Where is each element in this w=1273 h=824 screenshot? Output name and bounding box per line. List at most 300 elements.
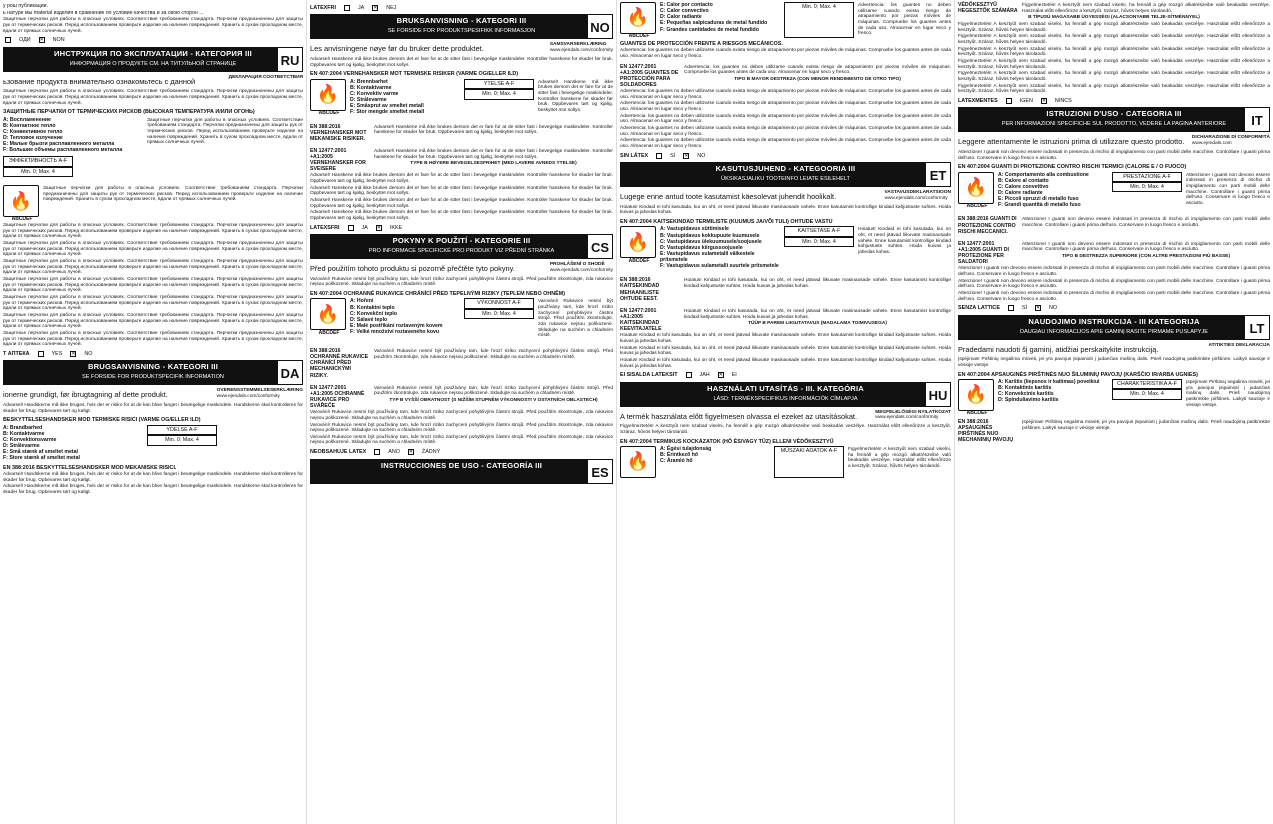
performance-block — [3, 425, 303, 462]
banner-title: HASZNÁLATI UTASÍTÁS - III. KATEGÓRIA — [707, 383, 864, 393]
banner-title: ISTRUZIONI D'USO - CATEGORIA III — [1046, 109, 1182, 119]
language-code: NO — [587, 14, 613, 39]
body-text: Figyelmeztetés! A kesztyűt nem szabad viselni, ha fennáll a gép mozgó alkatrészeibe való beakadás veszélye. Használat előtt ellenőrizze a kesztyűt. Száraz, hűvös helyen tárolandó. — [958, 21, 1270, 33]
letter-item: A: Karštis (liepsnos ir kaitimas) poveikiui — [998, 379, 1100, 385]
yes-label: ANO — [388, 449, 400, 456]
performance-boxes — [464, 298, 534, 340]
conformity-url[interactable]: www.ejendals.com/conformity — [216, 393, 280, 399]
body-text: Figyelmeztetés! A kesztyűt nem szabad viselni, ha fennáll a gép mozgó alkatrészeibe való beakadás veszélye. Használat előtt ellenőrizze a kesztyűt. Száraz, hűvös helyen tárolandó. — [1022, 3, 1270, 14]
declaration-label: DICHIARAZIONE DI CONFORMITÀ — [1191, 135, 1270, 141]
letter-item: C: Konvekční teplo — [350, 310, 397, 317]
performance-boxes — [784, 226, 854, 269]
latex-label: SENZA LATTICE — [958, 305, 1000, 312]
section-banner-cs — [310, 234, 613, 259]
checkbox-icon — [38, 351, 44, 357]
banner-subtitle: LÁSD: TERMÉKSPECIFIKUS INFORMÁCIÓK CÍMLAPJA — [713, 395, 858, 402]
performance-block — [620, 2, 951, 38]
standard-label: EN 388:2016 KAITSEKINDAD MEHAANILISTE OHTUDE EEST. — [620, 277, 660, 302]
section-heading: EN 407:2004 APSAUGINĖS PIRŠTINĖS NUO ŠILUMINIŲ PAVOJŲ (KARŠČIO IR/ARBA UGNIES) — [958, 371, 1198, 378]
flame-icon: 🔥 ABCDEF — [958, 172, 994, 204]
letter-item: D: Spinduliavimo karštis — [998, 397, 1059, 404]
performance-boxes — [464, 79, 534, 116]
en388-row — [620, 277, 951, 302]
letter-item: E: Calor por contacto — [660, 2, 713, 8]
performance-block — [310, 79, 613, 116]
letter-item: B: Контактное тепло — [3, 122, 56, 129]
section-banner-da — [3, 360, 303, 385]
section-banner-ru — [3, 47, 303, 72]
body-text: Attenzione! I guanti non devono essere indossati in presenza di rischio di impigliamento con parti mobili delle macchine. Controllare i guanti prima dell'uso. Conservare in luogo fresco e asciutto. — [958, 266, 1270, 277]
letter-item: A: Воспламенение — [3, 116, 51, 123]
body-text: Įspėjimas! Pirštinių negalima mūvėti, jei yra pavojus įsipainioti į judančias mašinų dalis. Prieš naudojimą patikrinkite pirštines. Laikyti sausoje ir vėsioje vietoje. — [1022, 420, 1270, 431]
type-b-label: TYPE B HØYERE BEVEGELSESFRIHET (MED LAVERE AVNEDS YTELSE) — [410, 161, 577, 167]
body-text: Varování! Rukavice nesmí být používány tam, kde hrozí riziko zachycení pohyblivými částmi strojů. Před použitím zkontrolujte, zda rukavice nejsou poškozené. Skladujte na suchém a chladném místě. — [310, 422, 613, 434]
standard-label: EN 12477:2001 +A1:2005 OCHRANNÉ RUKAVICE PRO SVÁŘEČE — [310, 384, 365, 410]
standard-label: VÉDŐKESZTYŰ HEGESZTŐK SZÁMÁRA — [958, 2, 1018, 15]
type-b-label: TIPO B MAYOR DESTREZA (CON MENOR RENDIMIENTO DE OTRO TIPO) — [734, 76, 901, 82]
no-label: EI — [731, 372, 737, 379]
yes-no-row — [958, 98, 1270, 104]
no-label: NO — [697, 152, 706, 159]
lead-row — [310, 262, 613, 276]
body-text: Hoiatus! Kindaid ei tohi kasutada, kui on oht, et need jäävad liikuvate masinaosade vahele. Enne kasutamist kontrollige kindaid kahjustuste suhtes. Hoida kuivas ja jahedas kohas. — [684, 278, 951, 290]
body-text: Защитные перчатки для работы в опасных условиях. Соответствие требованиям стандарта. Перчатки предназначены для защиты рук от термических рисков. Перед использованием проверьте изделие на наличие повреждений. Хранить в сухом прохладном месте, вдали от прямых солнечных лучей. — [3, 89, 303, 106]
performance-box: PRESTAZIONE A-F — [1112, 172, 1182, 182]
en12477-block — [684, 308, 951, 333]
en12477-row — [620, 308, 951, 333]
letter-list — [350, 298, 460, 340]
pictogram-label: ABCDEF — [11, 216, 33, 223]
body-text: Advertencia: los guantes no deben utilizarse cuando exista riesgo de atrapamiento por piezas móviles de máquinas. Compruebe los guantes antes de cada uso. Almacenar en lugar seco y fresco. — [620, 101, 951, 113]
performance-value: Min. 0; Max. 4 — [1112, 182, 1182, 192]
latex-label: LATEXFRI — [310, 5, 336, 11]
letter-item: F: Stor mengde smeltet metall — [350, 109, 425, 116]
body-text: Защитные перчатки для работы в опасных условиях. Соответствие требованиям стандарта. Перчатки предназначены для защиты рук от термических рисков. Перед использованием проверьте изделие на наличие повреждений. Хранить в сухом прохладном месте, вдали от прямых солнечных лучей. — [3, 277, 303, 294]
banner-title: NAUDOJIMO INSTRUKCIJA - III KATEGORIJA — [1028, 316, 1200, 326]
yes-label: ОДИ — [19, 37, 31, 44]
lead-text: Les anvisningene nøye før du bruker dette produktet. — [310, 44, 484, 54]
body-text: Advarsel! Hanskene må ikke brukes dersom det er fare for at de sitter fast i bevegelige maskindeler. Kontroller hanskene for skader før bruk. Oppbevares tørt og kjølig, beskyttet mot sollys. — [374, 148, 613, 160]
performance-block — [620, 446, 951, 478]
declaration-block — [550, 42, 613, 56]
yes-no-row — [310, 5, 613, 11]
body-text: Advarsel! Hanskene må ikke brukes dersom det er fare for at de sitter fast i bevegelige maskindeler. Kontroller hanskene for skader før bruk. Oppbevares tørt og kjølig, beskyttet mot sollys. — [310, 57, 613, 68]
section-banner-lt — [958, 315, 1270, 340]
pictogram-label: ABCDEF — [318, 109, 340, 116]
letter-item: B: Kontaktinis karštis — [998, 385, 1052, 392]
en12477-block — [374, 385, 613, 410]
type-b-label: TÜÜP B PAREM LIIGUTATAVUS (MADALAMA TOIMIVUSEGA) — [748, 321, 887, 327]
type-b-label: TIPO B DESTREZZA SUPERIORE (CON ALTRE PRESTAZIONI PIÙ BASSE) — [1062, 254, 1230, 260]
yes-label: JA — [361, 224, 368, 231]
latex-label: SIN LÁTEX — [620, 152, 649, 159]
section-heading: EN 407:2004 TERMIKUS KOCKÁZATOK (HŐ ÉS/VAGY TŰZ) ELLENI VÉDŐKESZTYŰ — [620, 438, 834, 445]
banner-subtitle: DAUGIAU INFORMACIJOS APIE GAMINĮ RASITE PIRMAME PUSLAPYJE — [1019, 328, 1209, 335]
letter-item: F: Velké množství roztaveného kovu — [350, 329, 440, 336]
declaration-block — [1192, 135, 1270, 149]
en388-row — [958, 419, 1270, 444]
flame-icon: 🔥 ABCDEF — [620, 2, 656, 34]
performance-block — [3, 117, 303, 178]
body-text: Advertencia: los guantes no deben utilizarse cuando exista riesgo de atrapamiento por piezas móviles de máquinas. Compruebe los guantes antes de cada uso. Almacenar en lugar seco y fresco. — [620, 126, 951, 137]
performance-block — [958, 172, 1270, 209]
no-label: NEJ — [386, 5, 397, 11]
yes-label: JAH — [699, 372, 710, 379]
performance-boxes — [147, 425, 217, 462]
no-label: NON — [52, 37, 65, 44]
performance-value: Min. 0; Max. 4 — [784, 2, 854, 38]
letter-item: D: Тепловое излучение — [3, 135, 63, 142]
checkbox-icon — [5, 37, 11, 43]
declaration-block — [550, 262, 613, 276]
declaration-block — [217, 388, 303, 402]
yes-no-row — [620, 153, 951, 159]
checkbox-checked-icon: ✕ — [376, 224, 382, 231]
standard-label: EN 388:2016 APSAUGINĖS PIRŠTINĖS NUO MECHANINIŲ PAVOJŲ — [958, 419, 1014, 444]
checkbox-checked-icon: ✕ — [408, 449, 414, 456]
conformity-url[interactable]: www.ejendals.com/conformity — [549, 267, 613, 273]
flame-icon: 🔥 ABCDEF — [958, 379, 994, 411]
latex-label: NEOBSAHUJE LATEX — [310, 449, 367, 456]
body-text: Advarsel! Handskerne må ikke bruges, hvis der er risiko for at de kan blive fanget i bevægelige maskindele. Handskerne skal kontrolleres for skader før brug. Opbevares tørt og køligt. — [3, 403, 303, 414]
banner-subtitle: PRO INFORMACE SPECIFICKÉ PRO PRODUKT VIZ PŘEDNÍ STRÁNKA — [368, 248, 555, 254]
performance-value: Min. 0; Max. 4 — [147, 435, 217, 445]
declaration-block — [875, 410, 951, 424]
banner-subtitle: SE FORSIDE FOR PRODUKTSPECIFIK INFORMATION — [82, 374, 224, 381]
body-text: Hoiatus! Kindaid ei tohi kasutada, kui on oht, et need jäävad liikuvate masinaosade vahele. Enne kasutamist kontrollige kindaid kahjustuste suhtes. Hoida kuivas ja jahedas kohas. — [620, 333, 951, 345]
body-text: Advarsel! Handskerne må ikke bruges, hvis der er risiko for at de kan blive fanget i bevægelige maskindele. Handskerne skal kontrolleres for skader før brug. Opbevares tørt og køligt. — [3, 471, 303, 483]
letter-item: C: Konvektiv varme — [350, 91, 399, 98]
letter-list — [350, 79, 460, 116]
body-text: Figyelmeztetés! A kesztyűt nem szabad viselni, ha fennáll a gép mozgó alkatrészeibe való beakadás veszélye. Használat előtt ellenőrizze a kesztyűt. Száraz, hűvös helyen tárolandó. — [958, 58, 1270, 70]
no-label: ŽÁDNÝ — [421, 449, 441, 456]
letter-item: C: Calor convectivo — [660, 8, 709, 15]
no-label: NINCS — [1054, 97, 1072, 104]
standard-label: EN 388:2016 GUANTI DI PROTEZIONE CONTRO RISCHI MECCANICI. — [958, 216, 1017, 235]
standard-label: EN 12477:2001 +A1:2005 VERNEHANSKER FOR SVEISERE — [310, 147, 366, 173]
body-text: Varování! Rukavice nesmí být používány tam, kde hrozí riziko zachycení pohyblivými částmi strojů. Před použitím zkontrolujte, zda rukavice nejsou poškozené. Skladujte na suchém a chladném místě. — [310, 276, 613, 288]
banner-title: INSTRUCCIONES DE USO - CATEGORÍA III — [380, 460, 543, 470]
letter-item: E: Pequeñas salpicaduras de metal fundido — [660, 20, 768, 27]
lead-row — [958, 135, 1270, 149]
section-heading: GUANTES DE PROTECCIÓN FRENTE A RIESGOS MECÁNICOS. — [620, 40, 783, 47]
body-text: Advertencia: los guantes no deben utilizarse cuando exista riesgo de atrapamiento por piezas móviles de máquinas. Compruebe los guantes antes de cada uso. Almacenar en lugar seco y fresco. — [858, 3, 951, 37]
performance-box: KAITSETASE A-F — [784, 226, 854, 236]
pictogram-label: ABCDEF — [628, 257, 650, 264]
yes-label: SÍ — [670, 152, 676, 159]
performance-box: CHARAKTERISTIKA A-F — [1112, 379, 1182, 389]
letter-item: D: Calor radiante — [660, 14, 702, 21]
banner-title: KASUTUSJUHEND - KATEGOORIA III — [715, 164, 856, 174]
body-text: Varování! Rukavice nesmí být používány tam, kde hrozí riziko zachycení pohyblivými částmi strojů. Před použitím zkontrolujte, zda rukavice nejsou poškozené. Skladujte na suchém a chladném místě. — [310, 434, 613, 446]
performance-value: Min. 0; Max. 4 — [3, 167, 73, 177]
body-text: Figyelmeztetés! A kesztyűt nem szabad viselni, ha fennáll a gép mozgó alkatrészeibe való beakadás veszélye. Használat előtt ellenőrizze a kesztyűt. Száraz, hűvös helyen tárolandó. — [620, 424, 951, 436]
performance-value: Min. 0; Max. 4 — [464, 309, 534, 319]
en12477-block — [1022, 241, 1270, 266]
performance-boxes — [1112, 379, 1182, 411]
section-heading: ЗАЩИТНЫЕ ПЕРЧАТКИ ОТ ТЕРМИЧЕСКИХ РИСКОВ (ВЫСОКАЯ ТЕМПЕРАТУРА И/ИЛИ ОГОНЬ) — [3, 109, 255, 116]
body-text: Advarsel! Handskerne må ikke bruges, hvis der er risiko for at de kan blive fanget i bevægelige maskindele. Handskerne skal kontrolleres for skader før brug. Opbevares tørt og køligt. — [3, 484, 303, 495]
performance-value: Min. 0; Max. 4 — [1112, 389, 1182, 399]
letter-item: B: Kontaktní teplo — [350, 304, 395, 311]
declaration-label: PROHLÁŠENÍ O SHODĚ — [549, 262, 605, 268]
body-text: Защитные перчатки для работы в опасных условиях. Соответствие требованиям стандарта. Перчатки предназначены для защиты рук от термических рисков. Перед использованием проверьте изделие на наличие повреждений. Хранить в сухом прохладном месте, вдали от прямых солнечных лучей. — [3, 17, 303, 34]
pictogram-row — [3, 185, 303, 223]
checkbox-icon — [348, 225, 354, 231]
section-heading: EN 407:2004 KAITSEKINDAD TERMILISTE (KUUMUS JA/VÕI TULI) OHTUDE VASTU — [620, 219, 833, 226]
lead-row — [958, 343, 1270, 357]
letter-item: A: Brandbarhed — [3, 424, 43, 431]
letter-item: D: Vastupidavus kiirgussoojusele — [660, 244, 743, 251]
performance-block — [958, 379, 1270, 417]
conformity-url[interactable]: www.ejendals.com/conformity — [884, 195, 948, 201]
performance-block — [310, 298, 613, 340]
body-text: Figyelmeztetés! A kesztyűt nem szabad viselni, ha fennáll a gép mozgó alkatrészeibe való beakadás veszélye. Használat előtt ellenőrizze a kesztyűt. Száraz, hűvös helyen tárolandó. — [958, 83, 1270, 95]
letter-list — [660, 226, 780, 269]
declaration-label: ATITIKTIES DEKLARACIJA — [1208, 342, 1270, 348]
letter-item: D: Calore radiante — [998, 190, 1043, 197]
section-heading: EN 388:2016 BESKYTTELSESHANDSKER MOD MEKANISKE RISICI. — [3, 464, 177, 471]
en12477-row — [310, 385, 613, 410]
section-heading: EN 407:2004 GUANTI DI PROTEZIONE CONTRO RISCHI TERMICI (CALORE E / O FUOCO) — [958, 164, 1187, 171]
yes-no-row — [310, 449, 613, 455]
declaration-label: OVERENSSTEMMELSESERKLÆRING — [216, 388, 303, 394]
conformity-url[interactable]: www.ejendals.com/conformity — [549, 48, 613, 54]
body-text: Защитные перчатки для работы в опасных условиях. Соответствие требованиям стандарта. Перчатки предназначены для защиты рук от термических рисков. Перед использованием проверьте изделие на наличие повреждений. Хранить в сухом прохладном месте, вдали от прямых солнечных лучей. — [3, 295, 303, 312]
column-1 — [0, 0, 306, 824]
body-text: Защитные перчатки для работы в опасных условиях. Соответствие требованиям стандарта. Перчатки предназначены для защиты рук от термических рисков. Перед использованием проверьте изделие на наличие повреждений. Хранить в сухом прохладном месте, вдали от прямых солнечных лучей. — [43, 186, 303, 203]
letter-item: C: Calore convettivo — [998, 183, 1049, 190]
en12477-row — [620, 64, 951, 89]
body-text: Figyelmeztetés! A kesztyűt nem szabad viselni, ha fennáll a gép mozgó alkatrészeibe való beakadás veszélye. Használat előtt ellenőrizze a kesztyűt. Száraz, hűvös helyen tárolandó. — [958, 34, 1270, 45]
letter-item: E: Piccoli spruzzi di metallo fuso — [998, 196, 1079, 203]
letter-item: E: Småsprut av smeltet metall — [350, 103, 424, 110]
letter-item: E: Малые брызги расплавленного металла — [3, 141, 115, 148]
performance-box: MŰSZAKI ADATOK A-F — [774, 446, 844, 478]
body-text: Hoiatus! Kindaid ei tohi kasutada, kui on oht, et need jäävad liikuvate masinaosade vahele. Enne kasutamist kontrollige kindaid kahjustuste suhtes. Hoida kuivas ja jahedas kohas. — [620, 357, 951, 369]
letter-item: D: Strålevarme — [350, 97, 387, 104]
body-text: Hoiatus! Kindaid ei tohi kasutada, kui on oht, et need jäävad liikuvate masinaosade vahele. Enne kasutamist kontrollige kindaid kahjustuste suhtes. Hoida kuivas ja jahedas kohas. — [620, 345, 951, 357]
declaration-block — [884, 190, 951, 204]
letter-item: C: Konvekcinis karštis — [998, 391, 1054, 398]
lead-text: Leggere attentamente le istruzioni prima di utilizzare questo prodotto. — [958, 137, 1185, 147]
yes-label: YES — [51, 350, 63, 357]
section-heading: EN 407:2004 VERNEHANSKER MOT TERMISKE RISIKER (VARME OG/ELLER ILD) — [310, 71, 519, 78]
body-text: Figyelmeztetés! A kesztyűt nem szabad viselni, ha fennáll a gép mozgó alkatrészeibe való beakadás veszélye. Használat előtt ellenőrizze a kesztyűt. Száraz, hűvös helyen tárolandó. — [848, 447, 951, 470]
body-text: Figyelmeztetés! A kesztyűt nem szabad viselni, ha fennáll a gép mozgó alkatrészeibe való beakadás veszélye. Használat előtt ellenőrizze a kesztyűt. Száraz, hűvös helyen tárolandó. — [958, 46, 1270, 58]
declaration-label: MEGFELELŐSÉGI NYILATKOZAT — [875, 409, 951, 415]
letter-item: E: Vastupidavus sulametalli väikestele pritsmetele — [660, 250, 755, 264]
letter-list — [660, 2, 780, 38]
hu-continuation — [958, 2, 1270, 15]
language-code: LT — [1244, 315, 1270, 340]
letter-item: C: Конвективное тепло — [3, 128, 63, 135]
letter-item: B: Vastupidavus kokkupuute kuumusele — [660, 232, 760, 239]
body-text: Attenzione! I guanti non devono essere indossati in presenza di rischio di impigliamento con parti mobili delle macchine. Controllare i guanti prima dell'uso. Conservare in luogo fresco e asciutto. — [1186, 172, 1270, 206]
flame-icon: 🔥 ABCDEF — [620, 226, 656, 258]
performance-value: Min. 0; Max. 4 — [464, 89, 534, 99]
lead-row — [3, 388, 303, 402]
flame-icon: 🔥 ABCDEF — [3, 185, 39, 217]
banner-title: POKYNY K POUŽITÍ - KATEGORIE III — [392, 236, 531, 246]
standard-label: EN 12477:2001 +A1:2005 GUANTES DE PROTECCIÓN PARA SOLDADORES — [620, 63, 679, 88]
body-text: Attenzione! I guanti non devono essere indossati in presenza di rischio di impigliamento con parti mobili delle macchine. Controllare i guanti prima dell'uso. Conservare in luogo fresco e asciutto. — [958, 149, 1270, 161]
flame-icon: 🔥 ABCDEF — [310, 79, 346, 111]
checkbox-icon — [374, 449, 380, 455]
body-text: Защитные перчатки для работы в опасных условиях. Соответствие требованиям стандарта. Перчатки предназначены для защиты рук от термических рисков. Перед использованием проверьте изделие на наличие повреждений. Хранить в сухом прохладном месте, вдали от прямых солнечных лучей. — [3, 241, 303, 258]
letter-item: A: Comportamento alla combustione — [998, 171, 1089, 178]
banner-subtitle: ИНФОРМАЦИЯ О ПРОДУКТЕ СМ. НА ТИТУЛЬНОЙ СТРАНИЦЕ — [69, 60, 237, 67]
en12477-row — [310, 148, 613, 173]
checkbox-checked-icon: ✕ — [684, 152, 689, 159]
checkbox-icon — [1006, 98, 1012, 104]
letter-list — [660, 446, 770, 478]
section-banner-es — [310, 459, 613, 484]
section-banner-hu — [620, 382, 951, 407]
pictogram-label: ABCDEF — [318, 329, 340, 336]
letter-list — [3, 425, 143, 462]
en388-row — [310, 348, 613, 379]
latex-label: LATEXMENTES — [958, 97, 998, 104]
checkbox-checked-icon: ✕ — [71, 351, 76, 358]
body-text: Figyelmeztetés! A kesztyűt nem szabad viselni, ha fennáll a gép mozgó alkatrészeibe való beakadás veszélye. Használat előtt ellenőrizze a kesztyűt. Száraz, hűvös helyen tárolandó. — [958, 71, 1270, 82]
en12477-row — [958, 241, 1270, 266]
letter-item: E: Små stænk af smeltet metal — [3, 449, 78, 456]
checkbox-icon — [1008, 305, 1014, 311]
letter-item: A: Hoření — [350, 298, 374, 305]
performance-box: YDELSE A-F — [147, 425, 217, 435]
column-2 — [306, 0, 616, 824]
letter-list — [998, 172, 1108, 209]
body-text: Защитные перчатки для работы в опасных условиях. Соответствие требованиям стандарта. Перчатки предназначены для защиты рук от термических рисков. Перед использованием проверьте изделие на наличие повреждений. Хранить в сухом прохладном месте, вдали от прямых солнечных лучей. — [3, 259, 303, 276]
body-text: Varování! Rukavice nesmí být používány tam, kde hrozí riziko zachycení pohyblivými částmi strojů. Před použitím zkontrolujte, zda rukavice nejsou poškozené. Skladujte na suchém a chladném místě. — [374, 385, 613, 397]
body-text: Advertencia: los guantes no deben utilizarse cuando exista riesgo de atrapamiento por piezas móviles de máquinas. Compruebe los guantes antes de cada uso. Almacenar en lugar seco y fresco. — [620, 89, 951, 100]
no-label: IKKE — [389, 224, 403, 231]
body-text: Hoiatus! Kindaid ei tohi kasutada, kui on oht, et need jäävad liikuvate masinaosade vahele. Enne kasutamist kontrollige kindaid kahjustuste suhtes. Hoida kuivas ja jahedas kohas. — [620, 204, 951, 216]
standard-label: EN 388:2016 VERNEHANSKER MOT MEKANISKE RISIKER. — [310, 123, 367, 142]
yes-no-row — [310, 225, 613, 231]
letter-item: C: Konvektionsvarme — [3, 437, 57, 443]
body-text: Hoiatus! Kindaid ei tohi kasutada, kui on oht, et need jäävad liikuvate masinaosade vahele. Enne kasutamist kontrollige kindaid kahjustuste suhtes. Hoida kuivas ja jahedas kohas. — [684, 308, 951, 320]
latex-label: Т АПТЕКА — [3, 350, 30, 357]
body-text: Įspėjimas! Pirštinių negalima mūvėti, jei yra pavojus įsipainioti į judančias mašinų dalis. Prieš naudojimą patikrinkite pirštines. Laikyti sausoje ir vėsioje vietoje. — [958, 357, 1270, 368]
letter-list — [3, 117, 143, 178]
language-code: IT — [1244, 107, 1270, 132]
lead-row — [620, 190, 951, 204]
performance-box: VÝKONNOST A-F — [464, 298, 534, 308]
body-text: Advertencia: los guantes no deben utilizarse cuando exista riesgo de atrapamiento por piezas móviles de máquinas. Compruebe los guantes antes de cada uso. Almacenar en lugar seco y fresco. — [620, 48, 951, 59]
performance-block — [620, 226, 951, 269]
yes-no-row — [3, 37, 303, 43]
body-text: Advarsel! Hanskene må ikke brukes dersom det er fare for at de sitter fast i bevegelige maskindeler. Kontroller hanskene for skader før bruk. Oppbevares tørt og kjølig, beskyttet mot sollys. — [374, 124, 613, 136]
column-3 — [616, 0, 954, 824]
language-code: RU — [277, 47, 303, 72]
body-text: Защитные перчатки для работы в опасных условиях. Соответствие требованиям стандарта. Перчатки предназначены для защиты рук от термических рисков. Перед использованием проверьте изделие на наличие повреждений. Хранить в сухом прохладном месте, вдали от прямых солнечных лучей. — [3, 313, 303, 330]
body-text: Advertencia: los guantes no deben utilizarse cuando exista riesgo de atrapamiento por piezas móviles de máquinas. Compruebe los guantes antes de cada uso. Almacenar en lugar seco y fresco. — [620, 113, 951, 125]
letter-item: C: Áramló hő — [660, 458, 693, 465]
section-heading: BESKYTTELSESHANDSKER MOD TERMISKE RISICI (VARME OG/ELLER ILD) — [3, 417, 201, 424]
section-banner-et — [620, 162, 951, 187]
letter-item: D: Strålevarme — [3, 443, 40, 450]
conformity-url[interactable]: www.ejendals.com — [1191, 140, 1232, 146]
checkbox-icon — [656, 153, 662, 159]
lead-text: A termék használata előtt figyelmesen olvassa el ezeket az utasításokat. — [620, 411, 858, 421]
checkbox-checked-icon: ✕ — [718, 372, 723, 379]
type-b-label: TYP B VYŠŠÍ OBRATNOST (S NIŽŠÍM STUPNĚM VÝKONNOSTI V OSTATNÍCH OBLASTECH) — [389, 398, 598, 403]
performance-value: Min. 0; Max. 4 — [784, 237, 854, 247]
lead-row — [3, 75, 303, 89]
latex-label: EI SISALDA LATEKSIT — [620, 372, 678, 379]
column-4 — [954, 0, 1273, 824]
body-text: Attenzione! I guanti non devono essere indossati in presenza di rischio di impigliamento con parti mobili delle macchine. Controllare i guanti prima dell'uso. Conservare in luogo fresco e asciutto. — [1022, 217, 1270, 229]
yes-label: SÌ — [1021, 305, 1028, 312]
checkbox-icon — [344, 5, 350, 11]
yes-label: JA — [357, 5, 365, 11]
language-code: DA — [277, 360, 303, 385]
body-text: Advarsel! Hanskene må ikke brukes dersom det er fare for at de sitter fast i bevegelige maskindeler. Kontroller hanskene for skader før bruk. Oppbevares tørt og kjølig, beskyttet mot sollys. — [310, 198, 613, 209]
letter-item: A: Brennbarhet — [350, 78, 388, 85]
en12477-block — [374, 148, 613, 173]
body-text: Advarsel! Hanskene må ikke brukes dersom det er fare for at de sitter fast i bevegelige maskindeler. Kontroller hanskene for skader før bruk. Oppbevares tørt og kjølig, beskyttet mot sollys. — [310, 210, 613, 222]
body-text: Įspėjimas! Pirštinių negalima mūvėti, jei yra pavojus įsipainioti į judančias mašinų dalis. Prieš naudojimą patikrinkite pirštines. Laikyti sausoje ir vėsioje vietoje. — [1186, 380, 1270, 408]
conformity-url[interactable]: www.ejendals.com/conformity — [875, 415, 939, 421]
checkbox-icon — [686, 372, 692, 378]
yes-label: IGEN — [1019, 97, 1033, 104]
performance-box: YTELSE A-F — [464, 79, 534, 89]
yes-no-row — [3, 351, 303, 357]
body-text: Защитные перчатки для работы в опасных условиях. Соответствие требованиям стандарта. Перчатки предназначены для защиты рук от термических рисков. Перед использованием проверьте изделие на наличие повреждений. Хранить в сухом прохладном месте, вдали от прямых солнечных лучей. — [3, 330, 303, 348]
body-text: Varování! Rukavice nesmí být používány tam, kde hrozí riziko zachycení pohyblivými částmi strojů. Před použitím zkontrolujte, zda rukavice nejsou poškozené. Skladujte na suchém a chladném místě. — [374, 349, 613, 360]
body-text: Hoiatus! Kindaid ei tohi kasutada, kui on oht, et need jäävad liikuvate masinaosade vahele. Enne kasutamist kontrollige kindaid kahjustuste suhtes. Hoida kuivas ja jahedas kohas. — [858, 227, 951, 256]
no-label: NO — [1049, 305, 1058, 312]
no-label: NO — [84, 350, 93, 357]
banner-subtitle: PER INFORMAZIONI SPECIFICHE SUL PRODOTTO, VEDERE LA PAGINA ANTERIORE — [1001, 121, 1227, 128]
lead-text: Lugege enne antud toote kasutamist käesolevat juhendit hoolikalt. — [620, 192, 837, 202]
body-text: Varování! Rukavice nesmí být používány tam, kde hrozí riziko zachycení pohyblivými částmi strojů. Před použitím zkontrolujte, zda rukavice nejsou poškozené. Skladujte na suchém a chladném místě. — [310, 410, 613, 421]
letter-item: F: Vastupidavus sulametalli suurtele pritsmetele — [660, 263, 779, 270]
performance-boxes — [1112, 172, 1182, 209]
lead-text: ьзование продукта внимательно ознакомьтесь с данной — [3, 76, 196, 86]
letter-list — [998, 379, 1108, 411]
pictogram-label: ABCDEF — [966, 410, 988, 417]
body-text: Advertencia: los guantes no deben utilizarse cuando exista riesgo de atrapamiento por piezas móviles de máquinas. Compruebe los guantes antes de cada uso. Almacenar en lugar seco y fresco. — [620, 138, 951, 150]
standard-label: EN 12477:2001 +A1:2005 KAITSEKINDAD KEEVITAJATELE — [620, 307, 662, 333]
flame-icon: 🔥 ABCDEF — [310, 298, 346, 330]
en12477-block — [684, 64, 951, 89]
language-code: HU — [925, 382, 951, 407]
pictogram-label: ABCDEF — [966, 202, 988, 209]
letter-item: B: Érintkező hő — [660, 452, 699, 459]
yes-no-row — [620, 372, 951, 378]
declaration-label: VASTAVUSDEKLARATSIOON — [884, 190, 951, 196]
type-b-label: B TÍPUSÚ MAGASABB ÜGYESSÉGI (ALACSONYABB TELJE-SÍTMÉNNYEL) — [1028, 15, 1200, 21]
section-banner-no — [310, 14, 613, 39]
banner-subtitle: SE FORSIDE FOR PRODUKTSPESIFIKK INFORMASJON — [387, 28, 536, 35]
banner-subtitle: ÜKSIKASJALIKU TOOTEINFO LEIATE ESILEHELT — [721, 176, 850, 183]
body-text: Attenzione! I guanti non devono essere indossati in presenza di rischio di impigliamento con parti mobili delle macchine. Controllare i guanti prima dell'uso. Conservare in luogo fresco e asciutto. — [958, 290, 1270, 302]
section-banner-it — [958, 107, 1270, 132]
body-text: Advertencia: los guantes no deben utilizarse cuando exista riesgo de atrapamiento por piezas móviles de máquinas. Compruebe los guantes antes de cada uso. Almacenar en lugar seco y fresco. — [684, 64, 951, 76]
checkbox-checked-icon: ✕ — [1036, 305, 1041, 312]
banner-title: BRUKSANVISNING - KATEGORI III — [396, 16, 527, 26]
standard-label: EN 388:2016 OCHRANNÉ RUKAVICE CHRÁNÍCÍ PŘED MECHANICKÝMI RIZIKY. — [310, 348, 369, 379]
checkbox-checked-icon: ✕ — [39, 37, 44, 44]
standard-label: EN 12477:2001 +A1:2005 GUANTI DI PROTEZIONE PER SALDATORI — [958, 240, 1009, 266]
section-heading: EN 407:2004 OCHRANNÉ RUKAVICE CHRÁNÍCÍ PŘED TEPELNÝMI RIZIKY (TEPLEM NEBO OHNĚM) — [310, 291, 565, 298]
letter-item: C: Vastupidavus ülekuumusele/soojusele — [660, 238, 762, 245]
letter-item: A: Vastupidavus süttimisele — [660, 226, 729, 233]
letter-item: E: Malé postříkání roztaveným kovem — [350, 322, 443, 329]
